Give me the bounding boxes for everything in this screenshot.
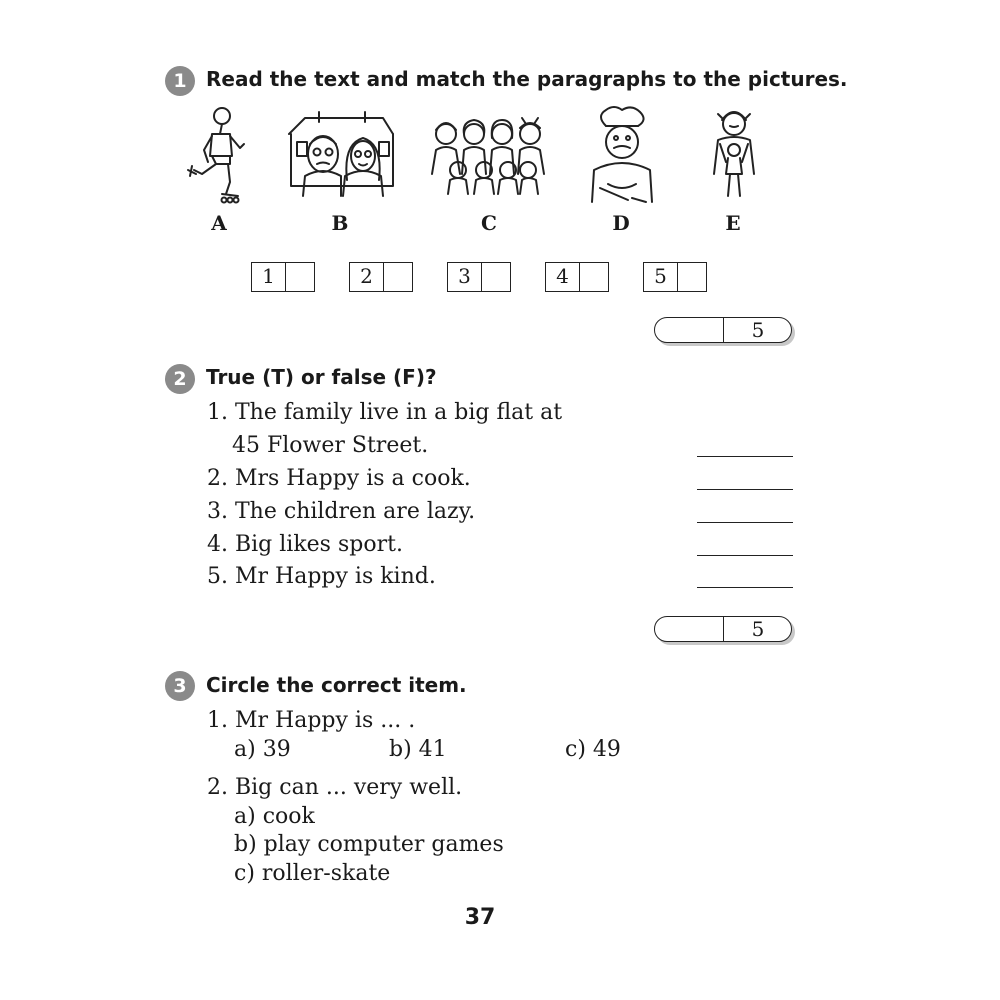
score-max: 5 xyxy=(751,318,765,342)
children-group-icon xyxy=(428,104,550,204)
statement-5: 5. Mr Happy is kind. xyxy=(207,564,436,589)
page-number: 37 xyxy=(464,905,496,930)
statement-1-continued: 45 Flower Street. xyxy=(232,433,429,458)
statement-3: 3. The children are lazy. xyxy=(207,499,476,524)
match-box-number: 4 xyxy=(546,263,580,291)
option-1c[interactable]: c) 49 xyxy=(565,737,621,762)
match-box-3[interactable] xyxy=(447,262,511,292)
match-box-4[interactable] xyxy=(545,262,609,292)
answer-line-3[interactable] xyxy=(697,522,793,523)
exercise-2-title: True (T) or false (F)? xyxy=(206,365,437,389)
question-1: 1. Mr Happy is ... . xyxy=(207,708,416,733)
match-box-number: 5 xyxy=(644,263,678,291)
match-box-2[interactable] xyxy=(349,262,413,292)
roller-skating-boy-icon xyxy=(186,104,252,204)
picture-label-d: D xyxy=(612,211,630,235)
option-2c[interactable]: c) roller-skate xyxy=(234,861,391,886)
option-1b[interactable]: b) 41 xyxy=(389,737,447,762)
parents-house-icon xyxy=(283,104,397,204)
statement-4: 4. Big likes sport. xyxy=(207,532,403,557)
picture-label-a: A xyxy=(211,211,227,235)
answer-line-5[interactable] xyxy=(697,587,793,588)
match-box-number: 1 xyxy=(252,263,286,291)
match-box-5[interactable] xyxy=(643,262,707,292)
exercise-3-title: Circle the correct item. xyxy=(206,673,467,697)
option-2a[interactable]: a) cook xyxy=(234,804,315,829)
statement-1: 1. The family live in a big flat at xyxy=(207,400,563,425)
match-box-1[interactable] xyxy=(251,262,315,292)
question-2: 2. Big can ... very well. xyxy=(207,775,463,800)
mother-baby-icon xyxy=(704,104,764,204)
option-2b[interactable]: b) play computer games xyxy=(234,832,504,857)
exercise-1-number: 1 xyxy=(165,66,195,96)
match-box-number: 3 xyxy=(448,263,482,291)
exercise-1-title: Read the text and match the paragraphs to the pictures. xyxy=(206,67,848,91)
match-box-number: 2 xyxy=(350,263,384,291)
exercise-2-number: 2 xyxy=(165,364,195,394)
answer-line-2[interactable] xyxy=(697,489,793,490)
score-max: 5 xyxy=(751,617,765,641)
score-box-exercise-2[interactable] xyxy=(654,616,792,642)
picture-label-e: E xyxy=(725,211,741,235)
cook-man-icon xyxy=(588,104,658,204)
picture-label-b: B xyxy=(331,211,349,235)
score-box-exercise-1[interactable] xyxy=(654,317,792,343)
statement-2: 2. Mrs Happy is a cook. xyxy=(207,466,471,491)
exercise-3-number: 3 xyxy=(165,671,195,701)
picture-label-c: C xyxy=(481,211,497,235)
answer-line-4[interactable] xyxy=(697,555,793,556)
option-1a[interactable]: a) 39 xyxy=(234,737,291,762)
answer-line-1[interactable] xyxy=(697,456,793,457)
